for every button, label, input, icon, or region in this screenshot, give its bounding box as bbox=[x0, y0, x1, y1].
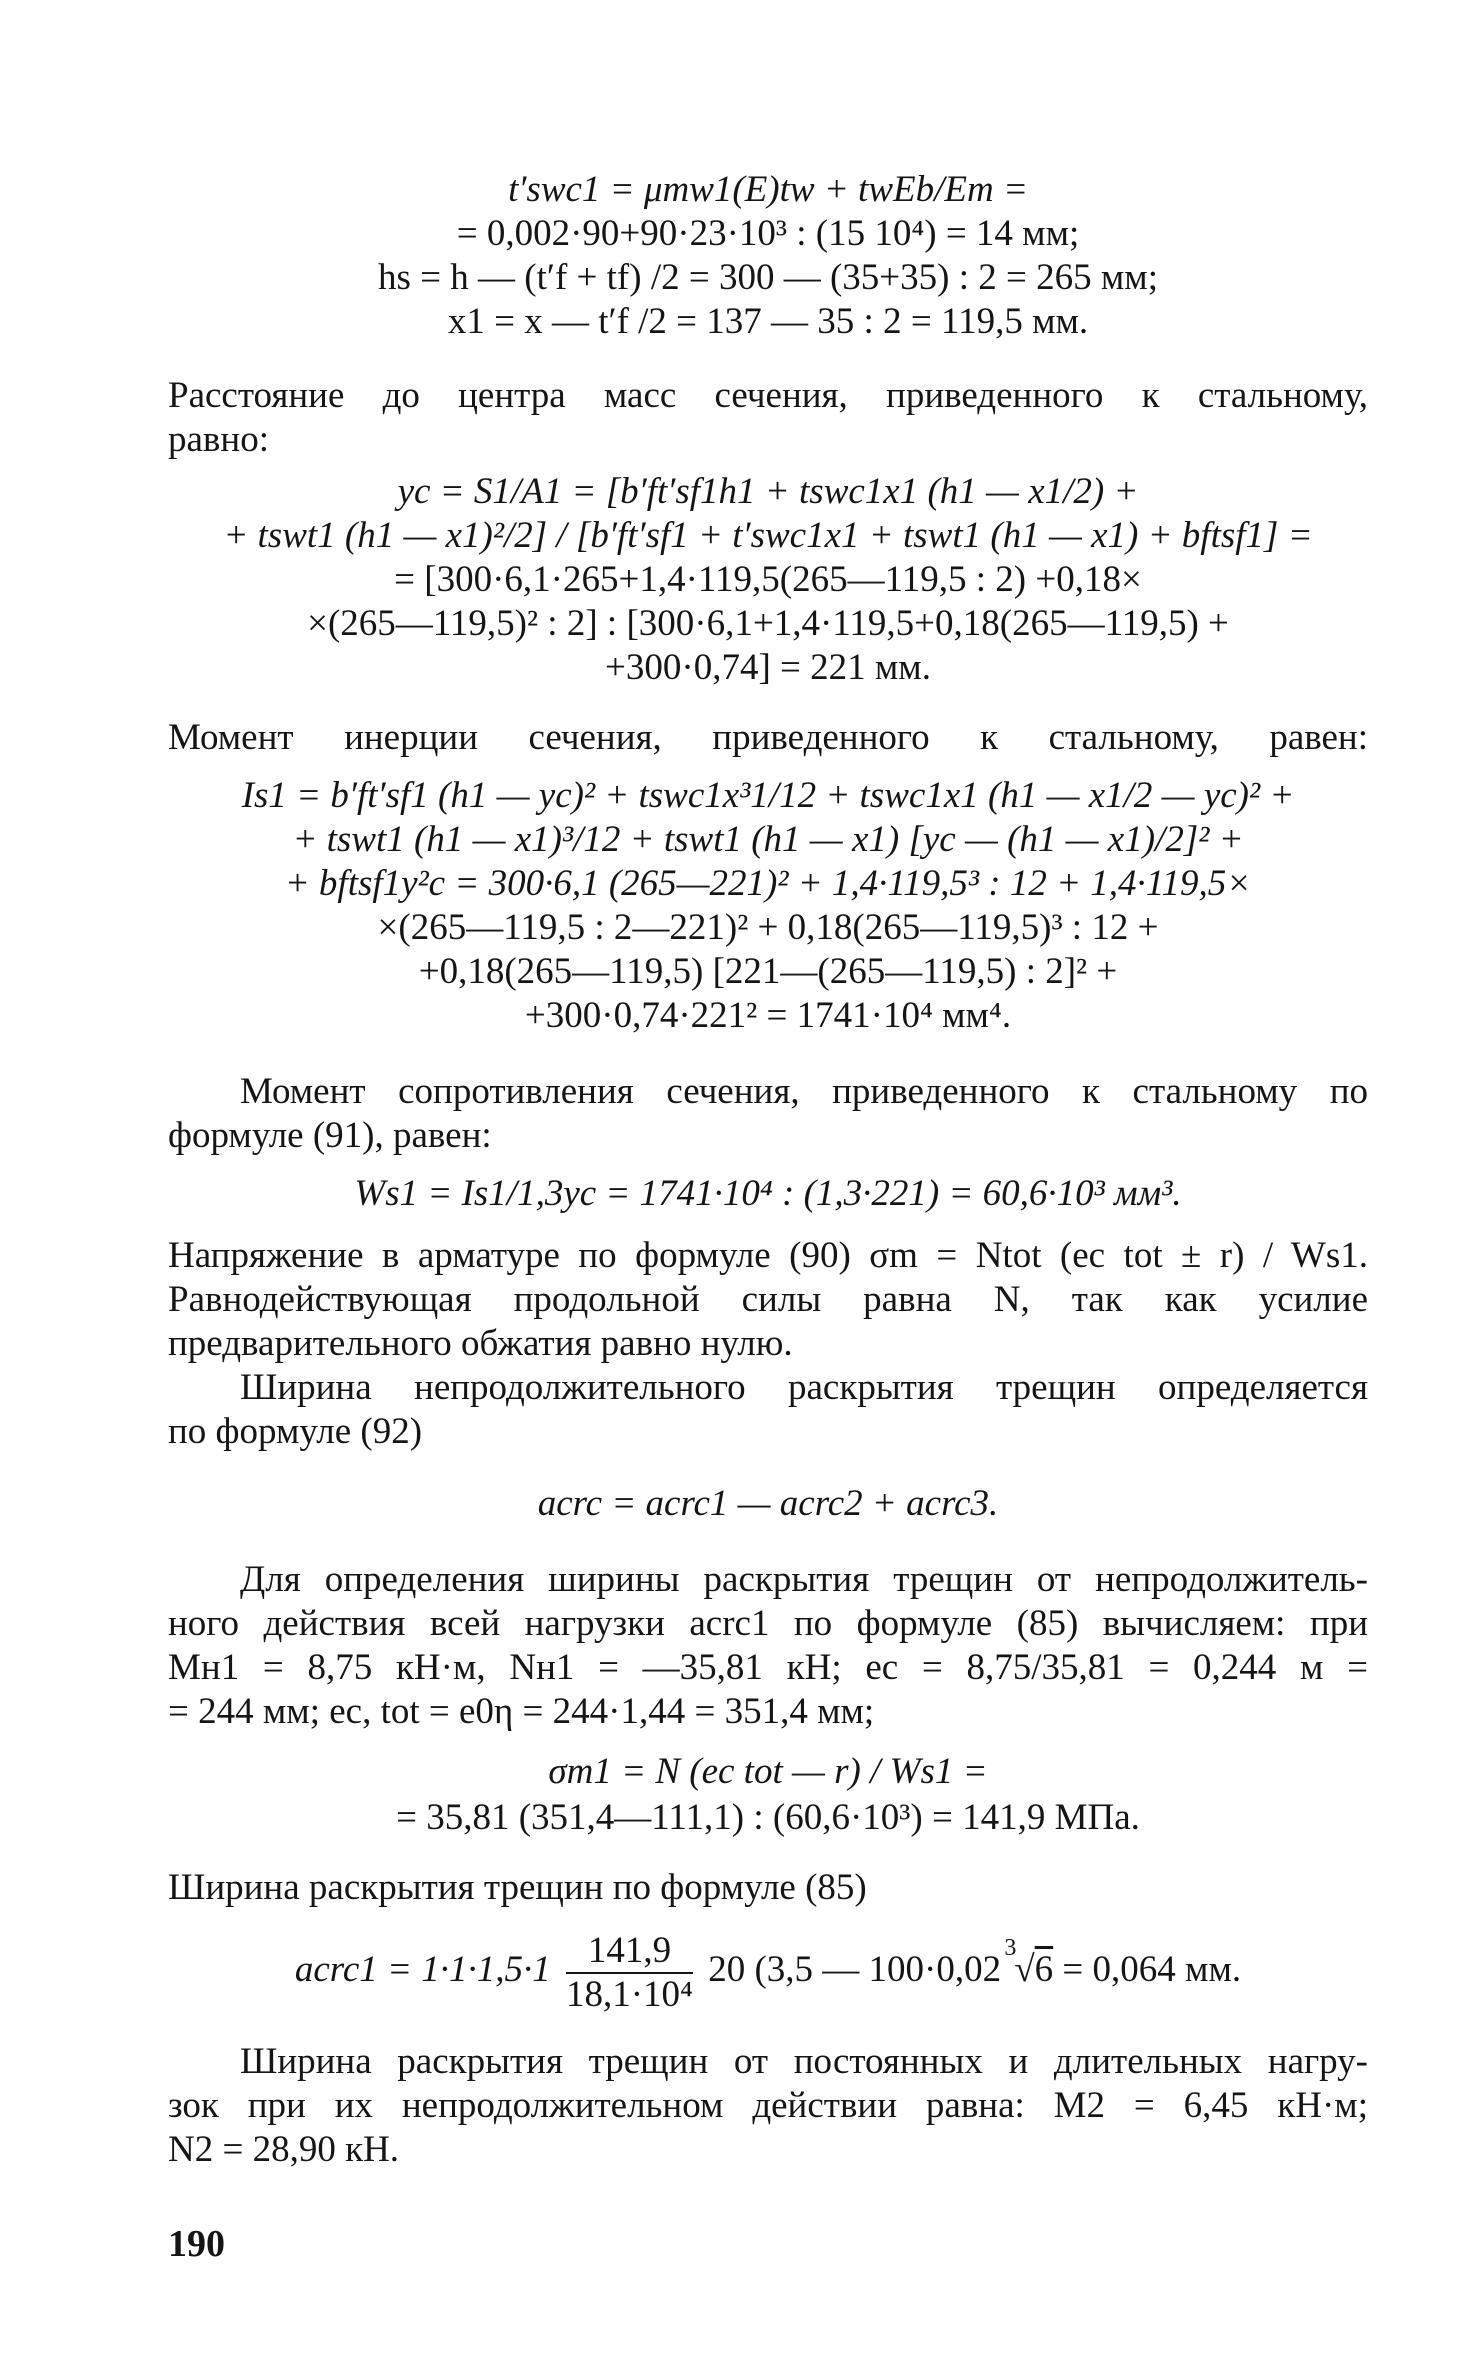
paragraph-line: Ширина раскрытия трещин по формуле (85) bbox=[168, 1867, 867, 1908]
paragraph-line: = 244 мм; ec, tot = e0η = 244·1,44 = 351,4 мм; bbox=[168, 1691, 875, 1732]
paragraph-line: Mн1 = 8,75 кН·м, Nн1 = —35,81 кН; ec = 8,75/35,81 = 0,244 м = bbox=[168, 1647, 1368, 1688]
paragraph-line: предварительного обжатия равно нулю. bbox=[168, 1323, 793, 1364]
formula-line: +300·0,74·221² = 1741·10⁴ мм⁴. bbox=[524, 995, 1012, 1036]
paragraph-line: равно: bbox=[168, 419, 269, 460]
formula-middle: 20 (3,5 — 100·0,02 bbox=[708, 1949, 1002, 1990]
paragraph-line: формуле (91), равен: bbox=[168, 1115, 492, 1156]
formula-line: yc = S1/A1 = [b′ft′sf1h1 + tswc1x1 (h1 — x1/2) + bbox=[397, 471, 1139, 512]
formula-rhs: = 0,064 мм. bbox=[1062, 1949, 1242, 1990]
paragraph-line: Ширина непродолжительного раскрытия трещин определяется bbox=[240, 1367, 1368, 1408]
cube-root: 3 √6 bbox=[1010, 1928, 1053, 2012]
formula-line: ×(265—119,5 : 2—221)² + 0,18(265—119,5)³ : 12 + bbox=[377, 907, 1159, 948]
fraction-numerator: 141,9 bbox=[566, 1930, 693, 1974]
fraction bbox=[566, 1930, 693, 2016]
paragraph-line: N2 = 28,90 кН. bbox=[168, 2129, 400, 2170]
formula-line: +0,18(265—119,5) [221—(265—119,5) : 2]² + bbox=[418, 951, 1118, 992]
formula-line: + tswt1 (h1 — x1)²/2] / [b′ft′sf1 + t′swc1x1 + tswt1 (h1 — x1) + bftsf1] = bbox=[223, 515, 1313, 556]
formula-line: σm1 = N (ec tot — r) / Ws1 = bbox=[548, 1751, 988, 1792]
formula-lhs: acrc1 = 1·1·1,5·1 bbox=[294, 1949, 551, 1990]
formula-line: acrc = acrc1 — acrc2 + acrc3. bbox=[537, 1483, 999, 1524]
paragraph-line: зок при их непродолжительном действии равна: M2 = 6,45 кН·м; bbox=[168, 2085, 1368, 2126]
formula-line: + bftsf1y²c = 300·6,1 (265—221)² + 1,4·119,5³ : 12 + 1,4·119,5× bbox=[284, 863, 1252, 904]
formula-line: t′swc1 = μmw1(E)tw + twEb/Em = bbox=[508, 169, 1028, 210]
fraction-denominator: 18,1·10⁴ bbox=[565, 1973, 693, 2015]
paragraph-line: по формуле (92) bbox=[168, 1411, 423, 1452]
paragraph-line: Расстояние до центра масс сечения, приведенного к стальному, bbox=[168, 375, 1368, 416]
formula-line: = 35,81 (351,4—111,1) : (60,6·10³) = 141,9 МПа. bbox=[396, 1797, 1140, 1838]
formula-line: +300·0,74] = 221 мм. bbox=[605, 647, 931, 688]
formula-line: = 0,002·90+90·23·10³ : (15 10⁴) = 14 мм; bbox=[456, 213, 1080, 254]
formula-line: Is1 = b′ft′sf1 (h1 — yc)² + tswc1x³1/12 + tswc1x1 (h1 — x1/2 — yc)² + bbox=[241, 775, 1295, 816]
formula-line: x1 = x — t′f /2 = 137 — 35 : 2 = 119,5 мм. bbox=[447, 301, 1089, 342]
paragraph-line: Момент сопротивления сечения, приведенного к стальному по bbox=[240, 1071, 1368, 1112]
formula-line: Ws1 = Is1/1,3yc = 1741·10⁴ : (1,3·221) = 60,6·10³ мм³. bbox=[354, 1173, 1182, 1214]
formula-line: ×(265—119,5)² : 2] : [300·6,1+1,4·119,5+0,18(265—119,5) + bbox=[307, 603, 1229, 644]
paragraph-line: Для определения ширины раскрытия трещин от непродолжитель- bbox=[240, 1559, 1368, 1600]
root-index: 3 bbox=[1004, 1935, 1017, 1961]
page-number: 190 bbox=[168, 2223, 225, 2265]
formula-line: = [300·6,1·265+1,4·119,5(265—119,5 : 2) +0,18× bbox=[394, 559, 1142, 600]
paragraph-line: ного действия всей нагрузки acrc1 по формуле (85) вычисляем: при bbox=[168, 1603, 1368, 1644]
paragraph-line: Напряжение в арматуре по формуле (90) σm = Ntot (ec tot ± r) / Ws1. bbox=[168, 1235, 1368, 1276]
paragraph-line: Ширина раскрытия трещин от постоянных и длительных нагру- bbox=[240, 2041, 1368, 2082]
paragraph-line: Равнодействующая продольной силы равна N, так как усилие bbox=[168, 1279, 1368, 1320]
formula-line: + tswt1 (h1 — x1)³/12 + tswt1 (h1 — x1) [yc — (h1 — x1)/2]² + bbox=[292, 819, 1244, 860]
paragraph-line: Момент инерции сечения, приведенного к стальному, равен: bbox=[168, 717, 1368, 758]
formula-line: hs = h — (t′f + tf) /2 = 300 — (35+35) : 2 = 265 мм; bbox=[378, 257, 1158, 298]
root-radicand: 6 bbox=[1034, 1949, 1054, 1990]
formula-crack-width bbox=[168, 1928, 1368, 2018]
